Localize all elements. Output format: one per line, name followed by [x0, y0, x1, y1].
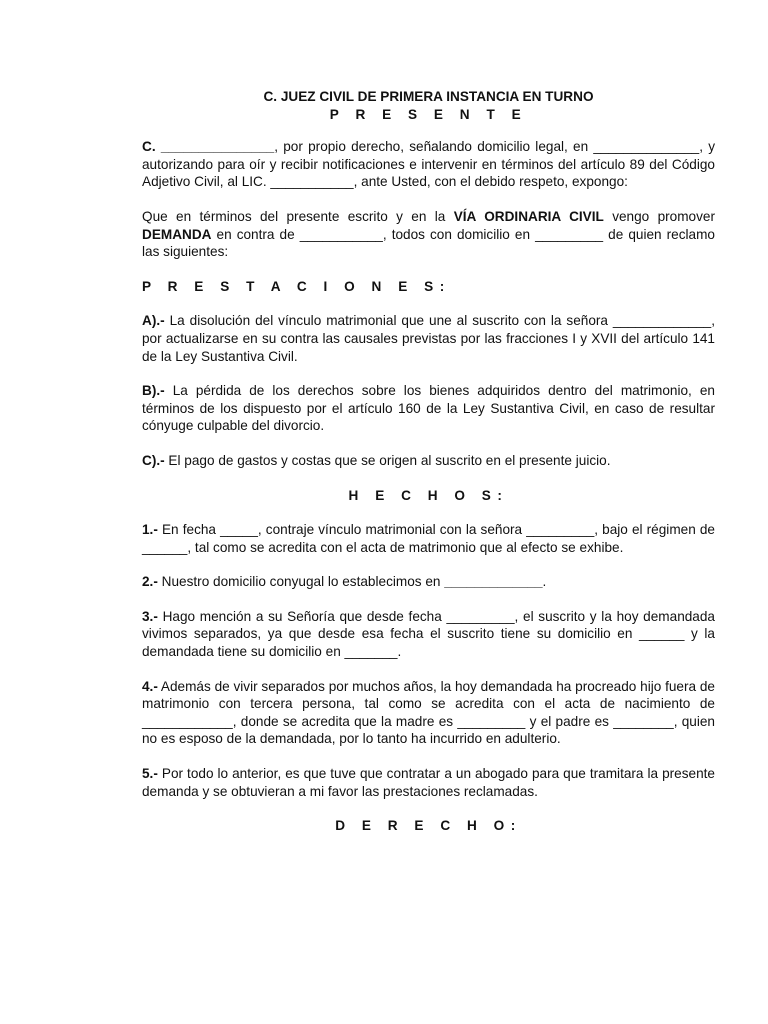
prestacion-item	[142, 452, 715, 470]
hecho-label: 5.-	[142, 766, 158, 782]
hecho-text: Además de vivir separados por muchos años, la hoy demandada ha procreado hijo fuera de matrimonio con tercera persona, tal como se acredita con el acta de nacimiento de ____________, donde se acredita que la madre es _________ y el padre es ________, quien no es esposo de la demandada, por lo tanto ha incurrido en adulterio.	[142, 678, 715, 747]
hecho-item	[142, 608, 715, 661]
prestacion-item	[142, 382, 715, 435]
prestacion-item	[142, 312, 715, 365]
hecho-text: Hago mención a su Señoría que desde fecha _________, el suscrito y la hoy demandada vivimos separados, ya que desde esa fecha el suscrito tiene su domicilio en ______ y la demandada tiene su domicilio en _______.	[142, 608, 715, 660]
intro-paragraph	[142, 138, 715, 191]
demand-text-1: Que en términos del presente escrito y en la	[142, 208, 454, 224]
prestacion-text: La pérdida de los derechos sobre los bienes adquiridos dentro del matrimonio, en términos de los dispuesto por el artículo 160 de la Ley Sustantiva Civil, en caso de resultar cónyuge culpable del divorcio.	[142, 383, 715, 434]
prestacion-text: La disolución del vínculo matrimonial que une al suscrito con la señora _____________, por actualizarse en su contra las causales previstas por las fracciones I y XVII del artículo 141 de la Ley Sustantiva Civil.	[142, 313, 715, 364]
hecho-item	[142, 521, 715, 556]
demand-via: VÍA ORDINARIA CIVIL	[453, 208, 604, 224]
hecho-label: 1.-	[142, 522, 158, 538]
prestacion-label: A).-	[142, 313, 165, 329]
demand-text-2: vengo promover	[603, 208, 716, 224]
document-title: C. JUEZ CIVIL DE PRIMERA INSTANCIA EN TURNO	[263, 89, 594, 104]
hecho-label: 2.-	[142, 574, 158, 590]
hecho-label: 4.-	[142, 678, 158, 694]
prestacion-text: El pago de gastos y costas que se origen al suscrito en el presente juicio.	[164, 452, 611, 468]
intro-blank: _______________	[160, 139, 275, 155]
prestacion-label: B).-	[142, 383, 165, 399]
intro-lead: C.	[142, 139, 156, 155]
hecho-text: Por todo lo anterior, es que tuve que contratar a un abogado para que tramitara la presente demanda y se obtuvieran a mi favor las prestaciones reclamadas.	[142, 766, 715, 799]
document-subtitle: P R E S E N T E	[329, 106, 528, 122]
hechos-heading: H E C H O S:	[348, 487, 509, 503]
hecho-item	[142, 765, 715, 800]
hecho-label: 3.-	[142, 608, 158, 624]
prestacion-label: C).-	[142, 452, 165, 468]
hecho-text: En fecha _____, contraje vínculo matrimonial con la señora _________, bajo el régimen de ______, tal como se acredita con el acta de matrimonio que al efecto se exhibe.	[142, 522, 715, 555]
demand-paragraph	[142, 208, 715, 261]
hecho-text: Nuestro domicilio conyugal lo establecimos en	[157, 574, 445, 590]
hecho-end: .	[542, 574, 547, 590]
demand-keyword: DEMANDA	[142, 226, 212, 242]
prestaciones-heading: P R E S T A C I O N E S:	[142, 278, 451, 294]
demand-text-3: en contra de ___________, todos con domicilio en _________ de quien reclamo las siguientes:	[142, 226, 715, 260]
derecho-heading: D E R E C H O:	[335, 818, 522, 834]
hecho-item	[142, 678, 715, 748]
intro-text: , por propio derecho, señalando domicilio legal, en ______________, y autorizando para oír y recibir notificaciones e intervenir en términos del artículo 89 del Código Adjetivo Civil, al LIC. ___________, ante Usted, con el debido respeto, expongo:	[142, 139, 716, 190]
hecho-blank: _____________	[444, 574, 543, 590]
hecho-item	[142, 573, 715, 591]
